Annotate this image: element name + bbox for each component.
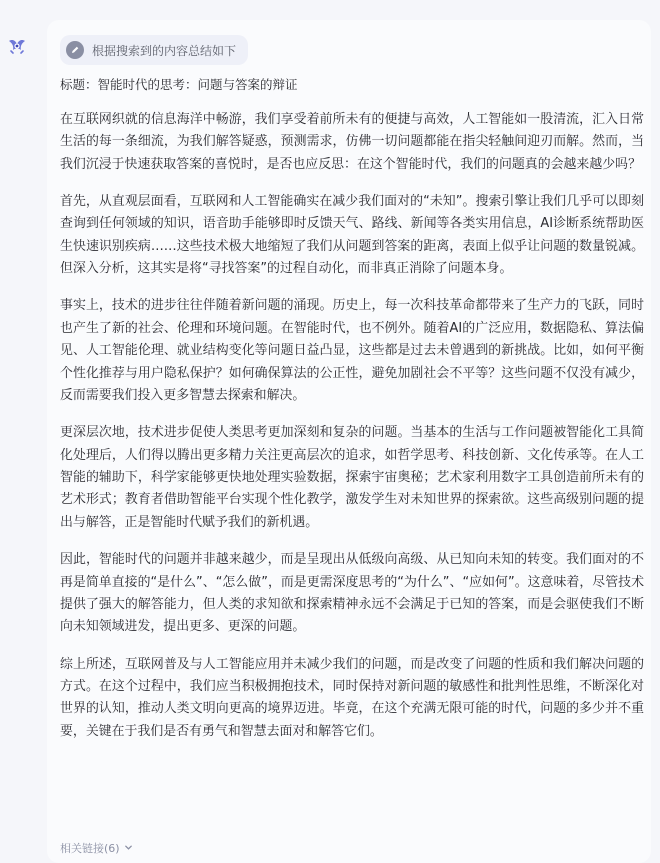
paragraph: 首先，从直观层面看，互联网和人工智能确实在减少我们面对的“未知”。搜索引擎让我们几乎可以即刻查询到任何领域的知识，语音助手能够即时反馈天气、路线、新闻等各类实用信息，AI诊断系统帮助医生快速识别疾病……这些技术极大地缩短了我们从问题到答案的距离，表面上似乎让问题的数量锐减。但深入分析，这其实是将“寻找答案”的过程自动化，而非真正消除了问题本身。 bbox=[60, 194, 644, 277]
paragraph: 综上所述，互联网普及与人工智能应用并未减少我们的问题，而是改变了问题的性质和我们解决问题的方式。在这个过程中，我们应当积极拥抱技术，同时保持对新问题的敏感性和批判性思维，不断深化对世界的认知，推动人类文明向更高的境界迈进。毕竟，在这个充满无限可能的时代，问题的多少并不重要，关键在于我们是否有勇气和智慧去面对和解答它们。 bbox=[60, 656, 644, 739]
answer-content bbox=[60, 71, 644, 758]
paragraph: 在互联网织就的信息海洋中畅游，我们享受着前所未有的便捷与高效，人工智能如一股清流，汇入日常生活的每一条细流，为我们解答疑惑，预测需求，仿佛一切问题都能在指尖轻触间迎刃而解。然而，当我们沉浸于快速获取答案的喜悦时，是否也应反思：在这个智能时代，我们的问题真的会越来越少吗？ bbox=[60, 112, 644, 172]
article-title: 标题：智能时代的思考：问题与答案的辩证 bbox=[60, 77, 298, 92]
ai-sparkle-icon bbox=[5, 34, 29, 58]
paragraph: 更深层次地，技术进步促使人类思考更加深刻和复杂的问题。当基本的生活与工作问题被智能化工具简化处理后，人们得以腾出更多精力关注更高层次的追求，如哲学思考、科技创新、文化传承等。在人工智能的辅助下，科学家能够更快地处理实验数据，探索宇宙奥秘；艺术家利用数字工具创造前所未有的艺术形式；教育者借助智能平台实现个性化教学，激发学生对未知世界的探索欲。这些高级别问题的提出与解答，正是智能时代赋予我们的新机遇。 bbox=[60, 425, 644, 530]
search-summary-label: 根据搜索到的内容总结如下 bbox=[92, 43, 237, 58]
related-links-label: 相关链接(6) bbox=[60, 842, 120, 855]
paragraph: 因此，智能时代的问题并非越来越少，而是呈现出从低级向高级、从已知向未知的转变。我们面对的不再是简单直接的“是什么”、“怎么做”，而是更需深度思考的“为什么”、“应如何”。这意味着，尽管技术提供了强大的解答能力，但人类的求知欲和探索精神永远不会满足于已知的答案，而是会驱使我们不断向未知领域进发，提出更多、更深的问题。 bbox=[60, 552, 644, 635]
chevron-down-icon bbox=[124, 842, 133, 855]
paragraph: 事实上，技术的进步往往伴随着新问题的涌现。历史上，每一次科技革命都带来了生产力的飞跃，同时也产生了新的社会、伦理和环境问题。在智能时代，也不例外。随着AI的广泛应用，数据隐私、算法偏见、人工智能伦理、就业结构变化等问题日益凸显，这些都是过去未曾遇到的新挑战。比如，如何平衡个性化推荐与用户隐私保护？如何确保算法的公正性，避免加剧社会不平等？这些问题不仅没有减少，反而需要我们投入更多智慧去探索和解决。 bbox=[60, 298, 644, 404]
search-summary-chip[interactable] bbox=[60, 35, 248, 65]
pen-icon bbox=[66, 41, 84, 59]
related-links-toggle[interactable] bbox=[60, 840, 133, 856]
